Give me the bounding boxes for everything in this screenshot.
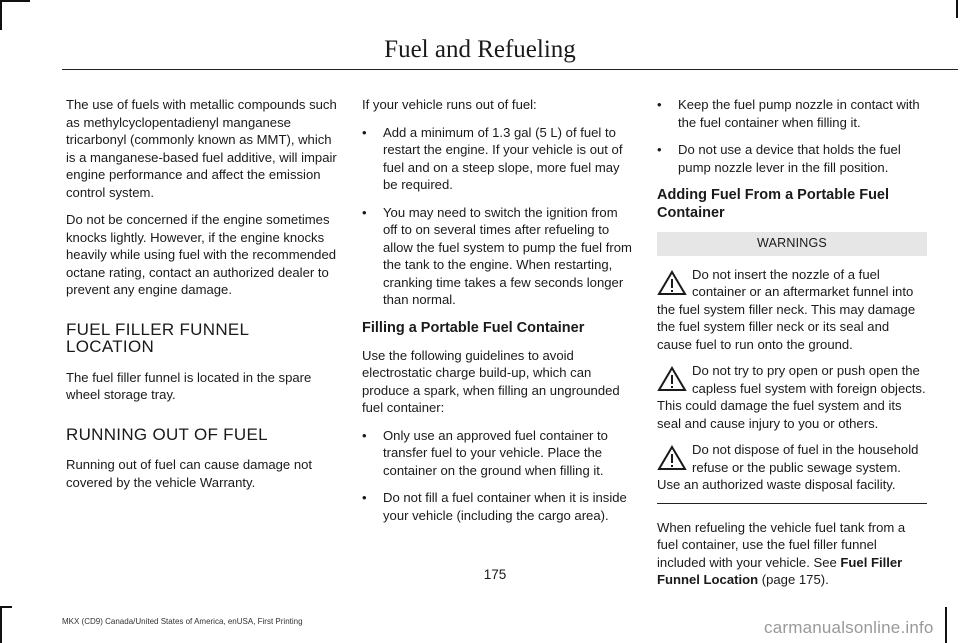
watermark: carmanualsonline.info xyxy=(764,618,934,637)
crop-mark-top-left-v xyxy=(0,0,2,30)
print-info: MKX (CD9) Canada/United States of America, enUSA, First Printing xyxy=(62,617,303,626)
page-number: 175 xyxy=(483,567,507,582)
paragraph-runs-out-intro: If your vehicle runs out of fuel: xyxy=(362,97,537,112)
heading-fuel-filler-funnel: FUEL FILLER FUNNEL LOCATION xyxy=(66,319,249,356)
heading-adding-fuel-portable: Adding Fuel From a Portable Fuel Container xyxy=(657,187,890,221)
column-right xyxy=(657,96,927,599)
bullet-icon: • xyxy=(362,204,367,220)
paragraph-knock: Do not be concerned if the engine sometimes knocks lightly. However, if the engine knocks heavily while using fuel with the recommended octane rating, contact an authorized dealer to prevent any engine damage. xyxy=(66,212,337,297)
warning-triangle-icon xyxy=(657,445,687,471)
crop-mark-bottom-left-h xyxy=(0,606,12,608)
heading-filling-portable-container: Filling a Portable Fuel Container xyxy=(362,319,585,336)
cross-reference-link[interactable]: Fuel Filler Funnel Location xyxy=(657,554,903,587)
list-item: • Keep the fuel pump nozzle in contact with the fuel container when filling it. xyxy=(657,97,920,130)
bullet-icon: • xyxy=(362,427,367,443)
column-left xyxy=(66,96,338,501)
paragraph-guidelines: Use the following guidelines to avoid electrostatic charge build-up, which can produce a spark, when filling an ungrounded fuel container: xyxy=(362,347,620,415)
paragraph-funnel-location: The fuel filler funnel is located in the spare wheel storage tray. xyxy=(66,369,312,402)
bullet-icon: • xyxy=(362,490,367,505)
header-rule xyxy=(62,69,958,70)
crop-mark-bottom-right-v xyxy=(945,607,947,643)
paragraph-warranty: Running out of fuel can cause damage not covered by the vehicle Warranty. xyxy=(66,457,313,490)
column-middle xyxy=(362,96,634,534)
crop-mark-bottom-left-v xyxy=(0,607,2,643)
bullet-icon: • xyxy=(657,97,662,112)
crop-mark-top-right-v xyxy=(956,0,958,18)
paragraph-refuel-from-container: When refueling the vehicle fuel tank from a fuel container, use the fuel filler funnel included with your vehicle. See Fuel Filler Funnel Location (page 175). xyxy=(657,519,906,587)
page-title: Fuel and Refueling xyxy=(384,36,576,63)
list-item: • Do not use a device that holds the fuel pump nozzle lever in the fill position. xyxy=(657,142,901,175)
warnings-rule xyxy=(657,503,927,504)
list-item: • Only use an approved fuel container to transfer fuel to your vehicle. Place the container on the ground when filling it. xyxy=(362,427,608,478)
warning-triangle-icon xyxy=(657,270,687,296)
bullet-icon: • xyxy=(362,124,367,140)
crop-mark-top-left-h xyxy=(0,0,30,2)
bullet-icon: • xyxy=(657,142,662,157)
warnings-banner: WARNINGS xyxy=(657,232,927,256)
list-item: • Add a minimum of 1.3 gal (5 L) of fuel to restart the engine. If your vehicle is out of fuel and on a steep slope, more fuel may be required. xyxy=(362,124,623,192)
warning-item: Do not insert the nozzle of a fuel container or an aftermarket funnel into the fuel system filler neck. This may damage the fuel system filler neck or its seal and cause fuel to run onto the ground. xyxy=(657,266,916,352)
paragraph-mmt: The use of fuels with metallic compounds such as methylcyclopentadienyl manganese tricarbonyl (commonly known as MMT), which is a manganese-based fuel additive, will impair engine performance and affect the emission control system. xyxy=(66,97,337,200)
warning-item: Do not try to pry open or push open the capless fuel system with foreign objects. This could damage the fuel system and its seal and cause injury to you or others. xyxy=(657,363,926,431)
list-item: • Do not fill a fuel container when it is inside your vehicle (including the cargo area). xyxy=(362,490,627,523)
heading-running-out-of-fuel: RUNNING OUT OF FUEL xyxy=(66,424,268,444)
list-item: • You may need to switch the ignition from off to on several times after refueling to allow the fuel system to pump the fuel from the tank to the engine. When restarting, cranking time takes a few seconds longer than normal. xyxy=(362,204,632,307)
warning-item: Do not dispose of fuel in the household refuse or the public sewage system. Use an authorized waste disposal facility. xyxy=(657,442,919,492)
warning-triangle-icon xyxy=(657,366,687,392)
